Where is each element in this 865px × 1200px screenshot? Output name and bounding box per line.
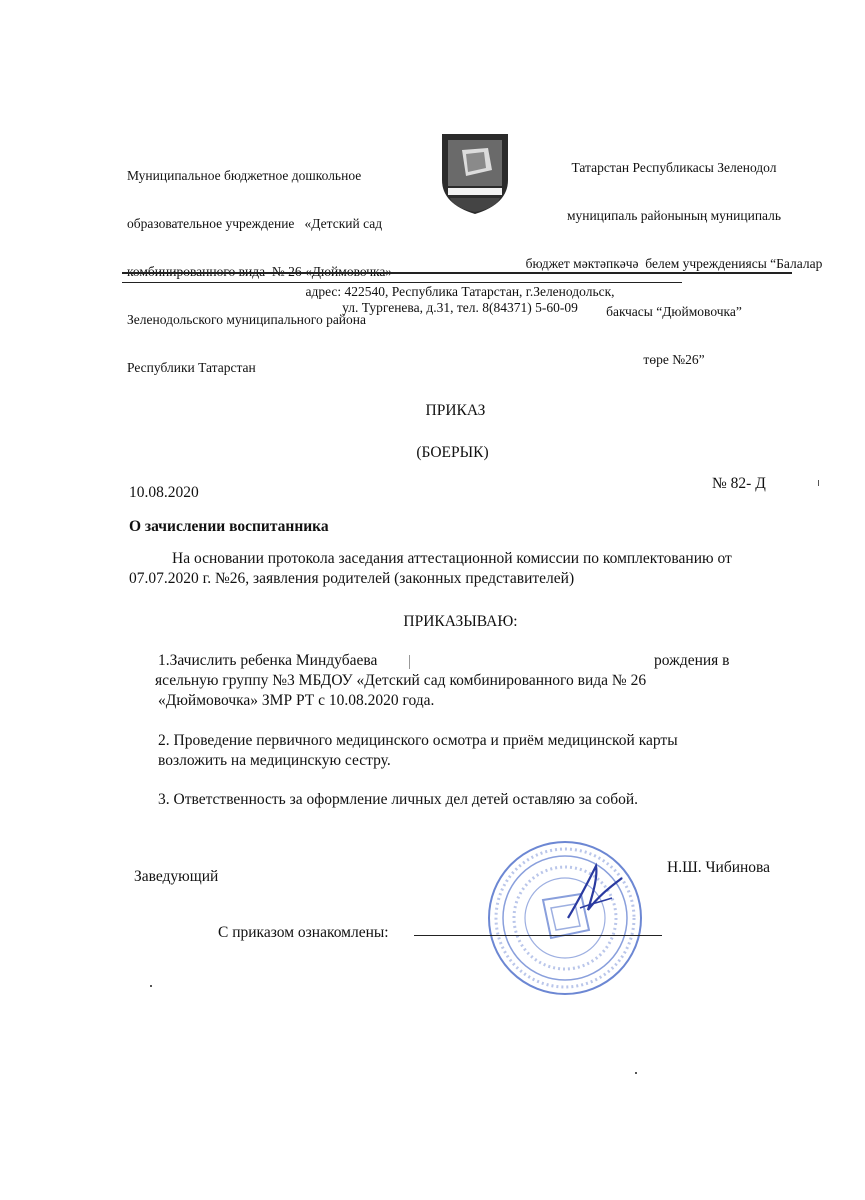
document-date: 10.08.2020 [129, 484, 199, 501]
item-line: «Дюймовочка» ЗМР РТ с 10.08.2020 года. [158, 692, 435, 709]
item-line-start: 1.Зачислить ребенка Миндубаева [158, 652, 378, 669]
document-number: № 82- Д [712, 475, 766, 492]
item-line-end: рождения в [654, 652, 730, 669]
acknowledgment-label: С приказом ознакомлены: [218, 924, 389, 941]
document-subject: О зачислении воспитанника [129, 518, 329, 535]
document-title: ПРИКАЗ [425, 402, 486, 419]
order-heading: ПРИКАЗЫВАЮ: [403, 613, 518, 630]
redacted-area [409, 655, 648, 669]
intro-line: На основании протокола заседания аттестационной комиссии по комплектованию от [172, 550, 732, 567]
scan-speck [150, 985, 152, 987]
org-line: бюджет мәктәпкәчә белем учреждениясы “Балалар [525, 256, 823, 271]
acknowledgment-signature-line [414, 935, 662, 936]
item-line: 2. Проведение первичного медицинского осмотра и приём медицинской карты [158, 732, 678, 749]
intro-line: 07.07.2020 г. №26, заявления родителей (законных представителей) [129, 570, 575, 587]
org-line: образовательное учреждение «Детский сад [127, 216, 383, 231]
org-line: бакчасы “Дюймовочка” [606, 304, 742, 319]
org-line: Татарстан Республикасы Зеленодол [571, 160, 777, 175]
item-line: ясельную группу №3 МБДОУ «Детский сад комбинированного вида № 26 [155, 672, 647, 689]
org-line: Муниципальное бюджетное дошкольное [127, 168, 362, 183]
org-line: Республики Татарстан [127, 360, 256, 375]
address-line: ул. Тургенева, д.31, тел. 8(84371) 5-60-09 [342, 300, 578, 315]
intro-paragraph [129, 549, 809, 589]
scan-speck [818, 480, 819, 486]
org-line: комбинированного вида № 26 «Дюймовочка» [127, 264, 393, 279]
org-line: муниципаль районының муниципаль [566, 208, 782, 223]
org-name-tatar [515, 128, 833, 384]
order-item-2 [158, 731, 778, 771]
coat-of-arms-icon [438, 130, 512, 216]
document-title-tatar: (БОЕРЫК) [416, 444, 489, 461]
org-name-russian [127, 136, 392, 392]
order-item-3: 3. Ответственность за оформление личных дел детей оставляю за собой. [158, 791, 639, 808]
signatory-position: Заведующий [134, 868, 219, 885]
scan-speck [635, 1072, 637, 1074]
header-divider-thin [122, 282, 682, 283]
header-divider [122, 272, 792, 274]
org-line: төре №26” [643, 352, 705, 367]
address-line: адрес: 422540, Республика Татарстан, г.Зеленодольск, [305, 284, 615, 299]
signatory-name: Н.Ш. Чибинова [667, 859, 771, 876]
item-line: возложить на медицинскую сестру. [158, 752, 391, 769]
signature-icon [560, 858, 630, 928]
org-line: Зеленодольского муниципального района [127, 312, 366, 327]
